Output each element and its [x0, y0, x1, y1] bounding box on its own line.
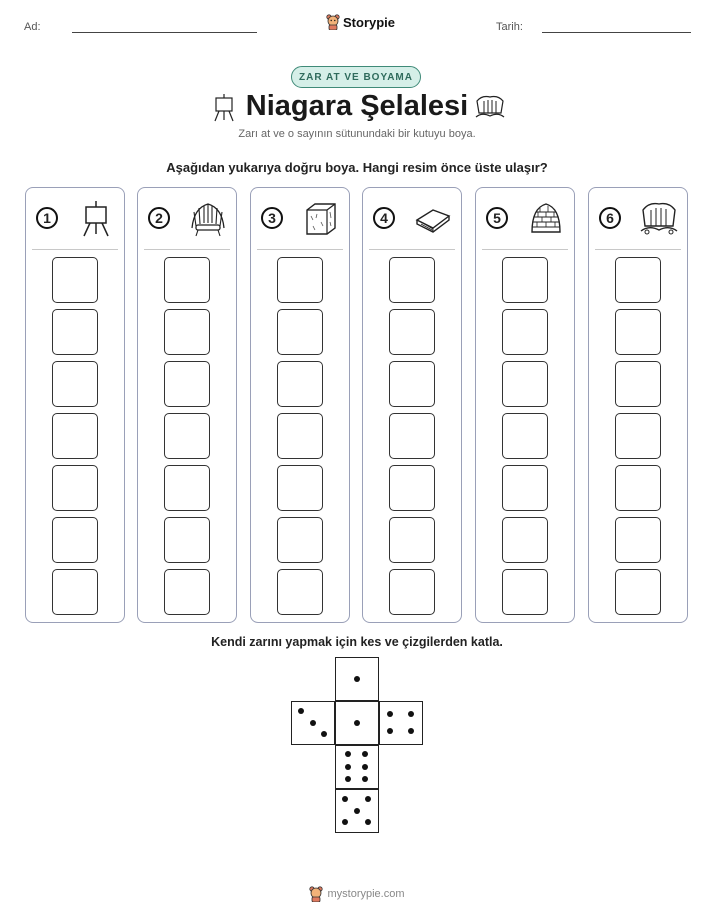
color-box[interactable]: [615, 517, 661, 563]
column-divider: [369, 249, 455, 250]
footer-url[interactable]: mystorypie.com: [327, 888, 405, 900]
rock-pile-icon: [526, 198, 566, 238]
color-box[interactable]: [52, 413, 98, 459]
dice-pip: [354, 720, 360, 726]
easel-icon: [76, 198, 116, 238]
color-box[interactable]: [615, 257, 661, 303]
page-title: Niagara Şelalesi: [245, 90, 469, 122]
dice-pip: [354, 676, 360, 682]
color-box[interactable]: [389, 413, 435, 459]
dice-face-5: [335, 789, 379, 833]
column-number: 6: [599, 207, 621, 229]
date-line[interactable]: [542, 32, 691, 33]
color-box[interactable]: [502, 257, 548, 303]
column-number: 4: [373, 207, 395, 229]
dice-pip: [342, 819, 348, 825]
stone-block-icon: [301, 198, 341, 238]
dice-pip: [345, 776, 351, 782]
footer: [0, 886, 714, 902]
activity-badge: ZAR AT VE BOYAMA: [291, 66, 421, 88]
name-label: Ad:: [24, 21, 41, 33]
headdress-icon: [188, 198, 228, 238]
color-box[interactable]: [502, 413, 548, 459]
dice-pip: [408, 711, 414, 717]
waterfall-icon: [639, 198, 679, 238]
color-box[interactable]: [164, 413, 210, 459]
dice-pip: [298, 708, 304, 714]
subtitle: Zarı at ve o sayının sütunundaki bir kutuyu boya.: [238, 128, 476, 140]
color-box[interactable]: [277, 309, 323, 355]
column-divider: [32, 249, 118, 250]
dice-pip: [387, 728, 393, 734]
color-box[interactable]: [615, 309, 661, 355]
color-box[interactable]: [52, 257, 98, 303]
dice-pip: [321, 731, 327, 737]
brand-name: Storypie: [343, 14, 396, 30]
dice-pip: [362, 751, 368, 757]
column-divider: [144, 249, 230, 250]
dice-pip: [365, 796, 371, 802]
column-number: 2: [148, 207, 170, 229]
dice-face-1: [335, 701, 379, 745]
name-line[interactable]: [72, 32, 257, 33]
column-divider: [595, 249, 681, 250]
column-divider: [257, 249, 343, 250]
column-number: 1: [36, 207, 58, 229]
date-label: Tarih:: [496, 21, 523, 33]
dice-pip: [387, 711, 393, 717]
dice-pip: [345, 751, 351, 757]
dice-pip: [365, 819, 371, 825]
color-box[interactable]: [52, 465, 98, 511]
dice-face-3: [291, 701, 335, 745]
color-box[interactable]: [502, 517, 548, 563]
color-box[interactable]: [615, 569, 661, 615]
column-5: [475, 187, 575, 623]
color-box[interactable]: [277, 413, 323, 459]
color-box[interactable]: [164, 465, 210, 511]
dice-instruction: Kendi zarını yapmak için kes ve çizgilerden katla.: [211, 635, 503, 649]
book-icon: [413, 198, 453, 238]
color-box[interactable]: [52, 361, 98, 407]
color-box[interactable]: [164, 361, 210, 407]
dice-pip: [354, 808, 360, 814]
color-box[interactable]: [389, 257, 435, 303]
column-3: [250, 187, 350, 623]
color-box[interactable]: [164, 569, 210, 615]
color-box[interactable]: [389, 361, 435, 407]
color-box[interactable]: [277, 361, 323, 407]
column-2: [137, 187, 237, 623]
dice-pip: [362, 776, 368, 782]
brand-logo: [326, 14, 395, 30]
bear-icon: [326, 14, 340, 30]
dice-pip: [345, 764, 351, 770]
column-number: 5: [486, 207, 508, 229]
column-1: [25, 187, 125, 623]
color-box[interactable]: [615, 413, 661, 459]
instruction-text: Aşağıdan yukarıya doğru boya. Hangi resim önce üste ulaşır?: [166, 160, 548, 175]
dice-pip: [362, 764, 368, 770]
color-box[interactable]: [615, 465, 661, 511]
bear-icon: [309, 886, 323, 902]
color-box[interactable]: [164, 257, 210, 303]
dice-pip: [408, 728, 414, 734]
dice-face-6: [335, 745, 379, 789]
color-box[interactable]: [502, 361, 548, 407]
dice-pip: [310, 720, 316, 726]
waterfall-icon: [474, 93, 506, 121]
dice-face-1: [335, 657, 379, 701]
color-box[interactable]: [502, 309, 548, 355]
color-box[interactable]: [277, 569, 323, 615]
color-box[interactable]: [389, 569, 435, 615]
dice-pip: [342, 796, 348, 802]
color-box[interactable]: [502, 465, 548, 511]
dice-face-4: [379, 701, 423, 745]
color-box[interactable]: [615, 361, 661, 407]
color-box[interactable]: [277, 517, 323, 563]
color-box[interactable]: [52, 309, 98, 355]
color-box[interactable]: [164, 309, 210, 355]
color-box[interactable]: [52, 517, 98, 563]
column-6: [588, 187, 688, 623]
color-box[interactable]: [277, 257, 323, 303]
color-box[interactable]: [277, 465, 323, 511]
color-box[interactable]: [502, 569, 548, 615]
color-box[interactable]: [389, 465, 435, 511]
color-box[interactable]: [389, 517, 435, 563]
color-box[interactable]: [389, 309, 435, 355]
color-box[interactable]: [52, 569, 98, 615]
column-number: 3: [261, 207, 283, 229]
column-divider: [482, 249, 568, 250]
column-4: [362, 187, 462, 623]
color-box[interactable]: [164, 517, 210, 563]
